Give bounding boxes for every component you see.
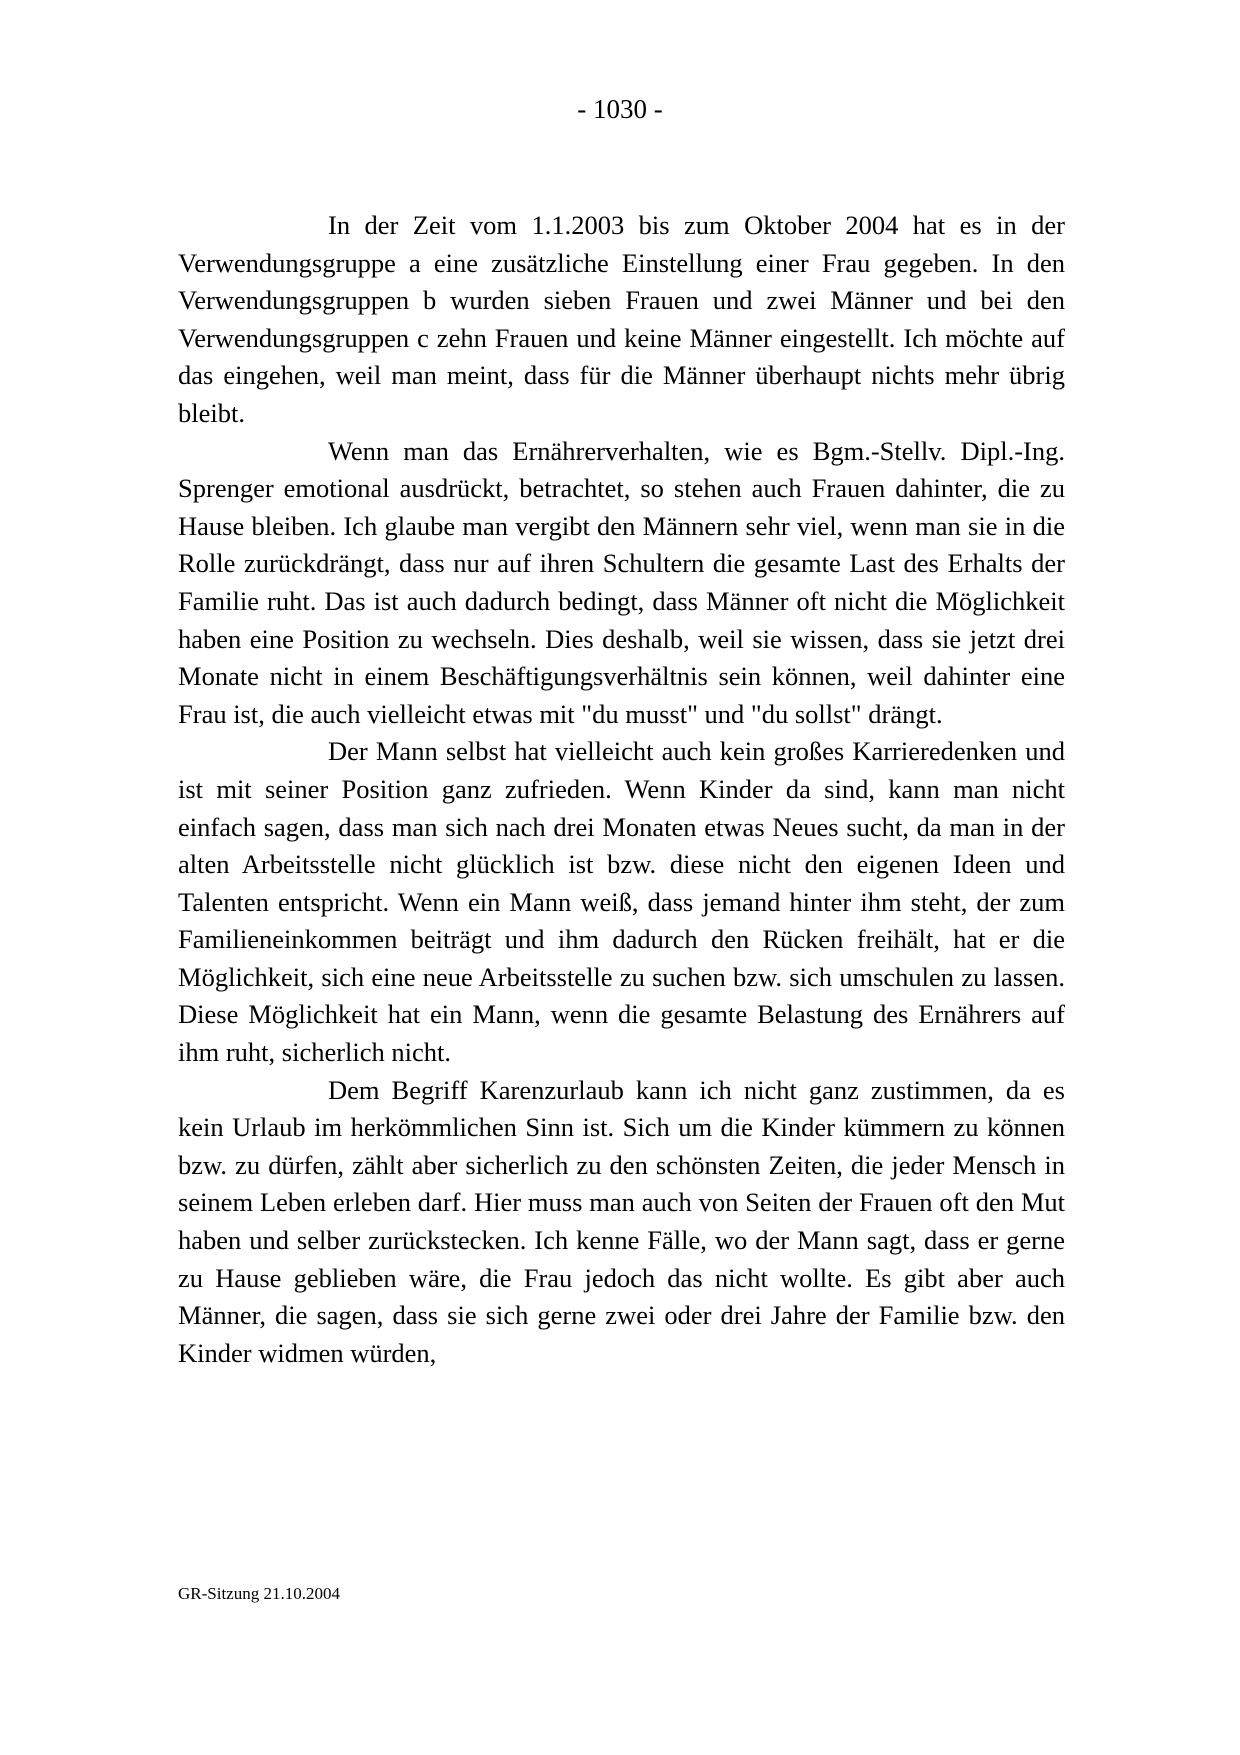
footer-session-date: GR-Sitzung 21.10.2004 [178,1584,340,1603]
paragraph-4: Dem Begriff Karenzurlaub kann ich nicht ganz zustimmen, da es kein Urlaub im herkömmlichen Sinn ist. Sich um die Kinder kümmern zu können bzw. zu dürfen, zählt aber sicherlich zu den schönsten Zeiten, die jeder Mensch in seinem Leben erleben darf. Hier muss man auch von Seiten der Frauen oft den Mut haben und selber zurückstecken. Ich kenne Fälle, wo der Mann sagt, dass er gerne zu Hause geblieben wäre, die Frau jedoch das nicht wollte. Es gibt aber auch Männer, die sagen, dass sie sich gerne zwei oder drei Jahre der Familie bzw. den Kinder widmen würden, [178,1074,1065,1368]
paragraph-2: Wenn man das Ernährerverhalten, wie es Bgm.-Stellv. Dipl.-Ing. Sprenger emotional ausdrückt, betrachtet, so stehen auch Frauen dahinter, die zu Hause bleiben. Ich glaube man vergibt den Männern sehr viel, wenn man sie in die Rolle zurückdrängt, dass nur auf ihren Schultern die gesamte Last des Erhalts der Familie ruht. Das ist auch dadurch bedingt, dass Männer oft nicht die Möglichkeit haben eine Position zu wechseln. Dies deshalb, weil sie wissen, dass sie jetzt drei Monate nicht in einem Beschäftigungsverhältnis sein können, weil dahinter eine Frau ist, die auch vielleicht etwas mit "du musst" und "du sollst" drängt. [178,435,1065,729]
body-text [178,207,1065,1372]
page-number: - 1030 - [577,94,663,124]
paragraph-1: In der Zeit vom 1.1.2003 bis zum Oktober 2004 hat es in der Verwendungsgruppe a eine zusätzliche Einstellung einer Frau gegeben. In den Verwendungsgruppen b wurden sieben Frauen und zwei Männer und bei den Verwendungsgruppen c zehn Frauen und keine Männer eingestellt. Ich möchte auf das eingehen, weil man meint, dass für die Männer überhaupt nichts mehr übrig bleibt. [178,210,1065,428]
paragraph-3: Der Mann selbst hat vielleicht auch kein großes Karrieredenken und ist mit seiner Position ganz zufrieden. Wenn Kinder da sind, kann man nicht einfach sagen, dass man sich nach drei Monaten etwas Neues sucht, da man in der alten Arbeitsstelle nicht glücklich ist bzw. diese nicht den eigenen Ideen und Talenten entspricht. Wenn ein Mann weiß, dass jemand hinter ihm steht, der zum Familieneinkommen beiträgt und ihm dadurch den Rücken freihält, hat er die Möglichkeit, sich eine neue Arbeitsstelle zu suchen bzw. sich umschulen zu lassen. Diese Möglichkeit hat ein Mann, wenn die gesamte Belastung des Ernährers auf ihm ruht, sicherlich nicht. [178,736,1065,1068]
